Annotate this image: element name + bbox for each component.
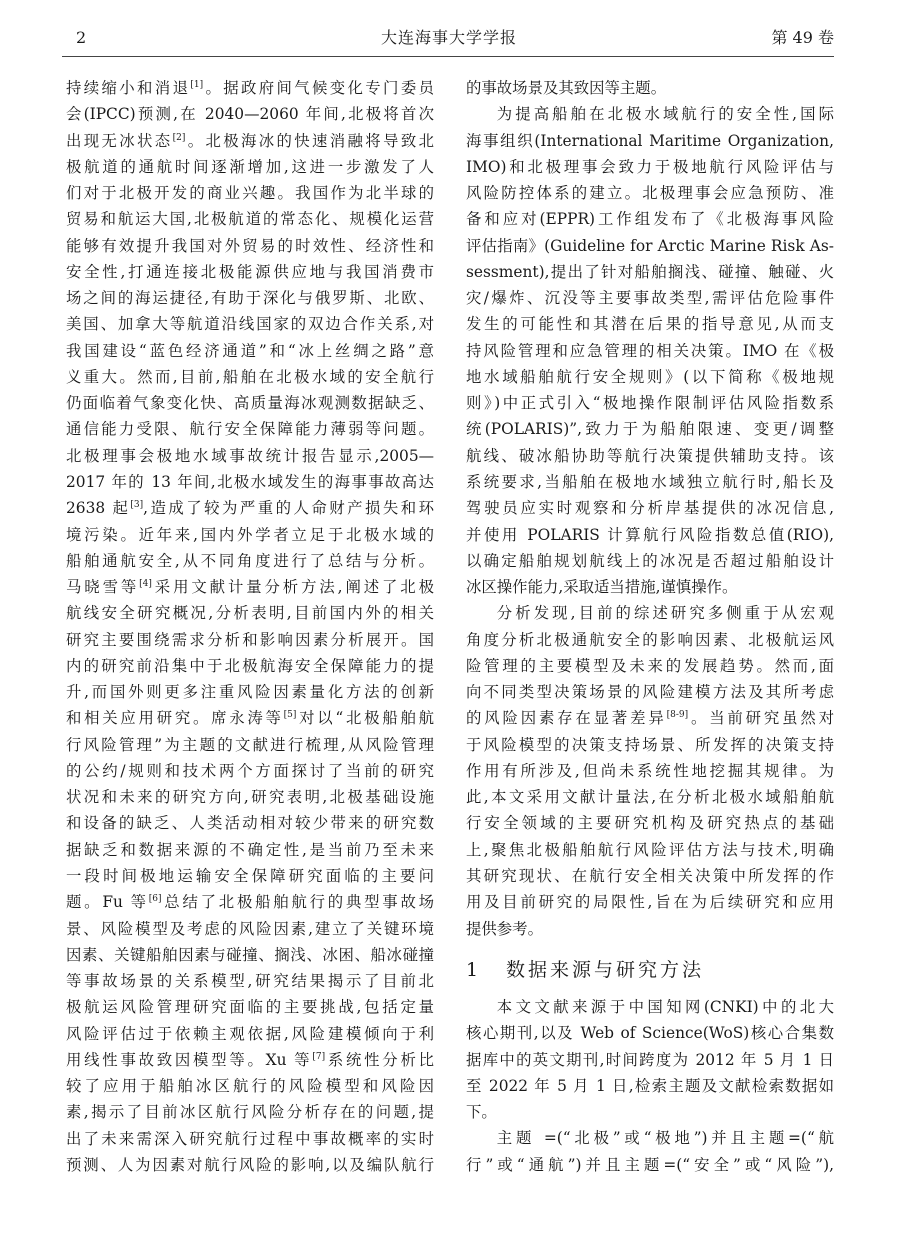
text-line: 的事故场景及其致因等主题。 xyxy=(466,79,667,97)
text-line: 统(POLARIS)”,致力于为船舶限速、变更/调整 xyxy=(466,420,834,439)
text-line: 角度分析北极通航安全的影响因素、北极航运风 xyxy=(466,630,834,649)
text-line: 和设备的缺乏、人类活动相对较少带来的研究数 xyxy=(66,814,434,833)
text-line: 北极理事会极地水域事故统计报告显示,2005— xyxy=(66,446,434,465)
text-line: 状况和未来的研究方向,研究表明,北极基础设施 xyxy=(66,788,434,807)
text-line: 向不同类型决策场景的风险建模方法及其所考虑 xyxy=(466,683,834,702)
text-line: 航线安全研究概况,分析表明,目前国内外的相关 xyxy=(66,604,434,623)
text-line: 上,聚焦北极船舶航行风险评估方法与技术,明确 xyxy=(466,840,834,859)
text-line: 用线性事故致因模型等。Xu 等[7]系统性分析比 xyxy=(66,1050,434,1069)
text-line: 灾/爆炸、沉没等主要事故类型,需评估危险事件 xyxy=(466,289,834,308)
text-line: 一段时间极地运输安全保障研究面临的主要问 xyxy=(66,866,434,885)
text-line: 的风险因素存在显著差异[8-9]。当前研究虽然对 xyxy=(466,709,834,728)
text-line: 预测、人为因素对航行风险的影响,以及编队航行 xyxy=(66,1155,434,1174)
text-line: 义重大。然而,目前,船舶在北极水域的安全航行 xyxy=(66,367,434,386)
citation-marker: [2] xyxy=(172,132,186,143)
text-line: 马晓雪等[4]采用文献计量分析方法,阐述了北极 xyxy=(66,578,434,597)
text-line: 美国、加拿大等航道沿线国家的双边合作关系,对 xyxy=(66,315,434,334)
text-line: 升,而国外则更多注重风险因素量化方法的创新 xyxy=(66,683,434,702)
text-line: 境污染。近年来,国内外学者立足于北极水域的 xyxy=(66,525,434,544)
text-line: 核心期刊,以及 Web of Science(WoS)核心合集数 xyxy=(466,1024,834,1043)
text-line: 安全性,打通连接北极能源供应地与我国消费市 xyxy=(66,262,434,281)
text-line: 用及目前研究的局限性,旨在为后续研究和应用 xyxy=(466,893,834,912)
text-line: 等事故场景的关系模型,研究结果揭示了目前北 xyxy=(66,972,434,991)
text-line: 本文文献来源于中国知网(CNKI)中的北大 xyxy=(496,998,834,1016)
text-line: 题。Fu 等[6]总结了北极船舶航行的典型事故场 xyxy=(66,893,434,912)
citation-marker: [6] xyxy=(148,894,162,905)
text-line: sessment),提出了针对船舶搁浅、碰撞、触碰、火 xyxy=(466,262,834,281)
text-line: 仍面临着气象变化快、高质量海冰观测数据缺乏、 xyxy=(66,394,434,413)
journal-title: 大连海事大学学报 xyxy=(380,28,517,47)
text-line: 分析发现,目前的综述研究多侧重于从宏观 xyxy=(496,604,834,623)
text-line: 的公约/规则和技术两个方面探讨了当前的研究 xyxy=(66,761,434,780)
text-line: 据库中的英文期刊,时间跨度为 2012 年 5 月 1 日 xyxy=(466,1050,834,1069)
text-line: 们对于北极开发的商业兴趣。我国作为北半球的 xyxy=(66,184,434,203)
text-line: 冰区操作能力,采取适当措施,谨慎操作。 xyxy=(466,578,738,597)
text-line: 系统要求,当船舶在极地水域独立航行时,船长及 xyxy=(466,472,834,491)
text-line: 海事组织(International Maritime Organization, xyxy=(466,131,834,150)
text-line: 我国建设“蓝色经济通道”和“冰上丝绸之路”意 xyxy=(66,341,434,360)
text-line: 下。 xyxy=(466,1103,497,1122)
text-line: 主题 =(“北极”或“极地”)并且主题=(“航 xyxy=(496,1129,834,1148)
text-line: 2017 年的 13 年间,北极水域发生的海事事故高达 xyxy=(66,472,434,491)
citation-marker: [1] xyxy=(190,80,204,90)
text-line: 驾驶员应实时观察和分析岸基提供的冰况信息, xyxy=(466,499,834,518)
text-line: 持续缩小和消退[1]。据政府间气候变化专门委员 xyxy=(66,79,434,97)
text-line: 险管理的主要模型及未来的发展趋势。然而,面 xyxy=(466,656,834,675)
text-line: 风险评估过于依赖主观依据,风险建模倾向于利 xyxy=(66,1024,434,1043)
citation-marker: [5] xyxy=(283,710,297,721)
text-line: 贸易和航运大国,北极航道的常态化、规模化运营 xyxy=(66,210,434,229)
text-line: 行”或“通航”)并且主题=(“安全”或“风险”), xyxy=(466,1155,834,1174)
text-line: 提供参考。 xyxy=(466,919,543,938)
text-line: 较了应用于船舶冰区航行的风险模型和风险因 xyxy=(66,1077,434,1096)
text-line: 以确定船舶规划航线上的冰况是否超过船舶设计 xyxy=(466,551,834,570)
section-title: 数据来源与研究方法 xyxy=(506,959,705,981)
text-line: 备和应对(EPPR)工作组发布了《北极海事风险 xyxy=(466,210,834,229)
text-line: 场之间的海运捷径,有助于深化与俄罗斯、北欧、 xyxy=(66,289,434,308)
citation-marker: [8-9] xyxy=(666,710,689,721)
citation-marker: [7] xyxy=(312,1051,326,1062)
text-line: 其研究现状、在航行安全相关决策中所发挥的作 xyxy=(466,866,834,885)
text-line: 因素、关键船舶因素与碰撞、搁浅、冰困、船冰碰撞 xyxy=(66,945,434,964)
text-line: 则》)中正式引入“极地操作限制评估风险指数系 xyxy=(466,394,834,413)
text-line: 内的研究前沿集中于北极航海安全保障能力的提 xyxy=(66,656,434,675)
text-line: 通信能力受限、航行安全保障能力薄弱等问题。 xyxy=(66,420,434,439)
text-line: 极航运风险管理研究面临的主要挑战,包括定量 xyxy=(66,998,434,1017)
page-number: 2 xyxy=(76,28,87,47)
section-heading xyxy=(466,956,704,984)
text-line: 于风险模型的决策支持场景、所发挥的决策支持 xyxy=(466,735,834,754)
text-line: 景、风险模型及考虑的风险因素,建立了关键环境 xyxy=(66,919,434,938)
text-line: 行安全领域的主要研究机构及研究热点的基础 xyxy=(466,814,834,833)
section-number: 1 xyxy=(466,959,482,981)
text-line: 船舶通航安全,从不同角度进行了总结与分析。 xyxy=(66,551,434,570)
volume-label: 第 49 卷 xyxy=(771,28,834,47)
text-line: 素,揭示了目前冰区航行风险分析存在的问题,提 xyxy=(66,1103,434,1122)
text-line: 出了未来需深入研究航行过程中事故概率的实时 xyxy=(66,1129,434,1148)
text-line: 出现无冰状态[2]。北极海冰的快速消融将导致北 xyxy=(66,131,434,150)
text-line: 持风险管理和应急管理的相关决策。IMO 在《极 xyxy=(466,341,834,360)
text-line: 极航道的通航时间逐渐增加,这进一步激发了人 xyxy=(66,157,434,176)
text-line: 行风险管理”为主题的文献进行梳理,从风险管理 xyxy=(66,735,434,754)
text-line: 航线、破冰船协助等航行决策提供辅助支持。该 xyxy=(466,446,834,465)
text-line: 据缺乏和数据来源的不确定性,是当前乃至未来 xyxy=(66,840,434,859)
citation-marker: [4] xyxy=(139,579,152,590)
text-line: 至 2022 年 5 月 1 日,检索主题及文献检索数据如 xyxy=(466,1076,834,1095)
header-rule xyxy=(62,56,834,57)
text-line: 会(IPCC)预测,在 2040—2060 年间,北极将首次 xyxy=(66,105,434,124)
left-column xyxy=(66,75,434,1178)
right-column-bottom xyxy=(466,994,834,1178)
text-line: 2638 起[3],造成了较为严重的人命财产损失和环 xyxy=(66,499,434,518)
text-line: 风险防控体系的建立。北极理事会应急预防、准 xyxy=(466,184,834,203)
text-line: 地水域船舶航行安全规则》(以下简称《极地规 xyxy=(466,367,834,386)
text-line: 能够有效提升我国对外贸易的时效性、经济性和 xyxy=(66,236,434,255)
text-line: 此,本文采用文献计量法,在分析北极水域船舶航 xyxy=(466,788,834,807)
text-line: 评估指南》(Guideline for Arctic Marine Risk As- xyxy=(466,236,834,255)
text-line: 作用有所涉及,但尚未系统性地挖掘其规律。为 xyxy=(466,761,834,780)
text-line: 为提高船舶在北极水域航行的安全性,国际 xyxy=(496,105,834,124)
text-line: 研究主要围绕需求分析和影响因素分析展开。国 xyxy=(66,630,434,649)
citation-marker: [3] xyxy=(130,500,144,511)
right-column-top xyxy=(466,75,834,942)
text-line: 和相关应用研究。席永涛等[5]对以“北极船舶航 xyxy=(66,709,434,728)
text-line: 并使用 POLARIS 计算航行风险指数总值(RIO), xyxy=(466,525,834,544)
text-line: 发生的可能性和其潜在后果的指导意见,从而支 xyxy=(466,315,834,334)
text-line: IMO)和北极理事会致力于极地航行风险评估与 xyxy=(466,157,834,176)
